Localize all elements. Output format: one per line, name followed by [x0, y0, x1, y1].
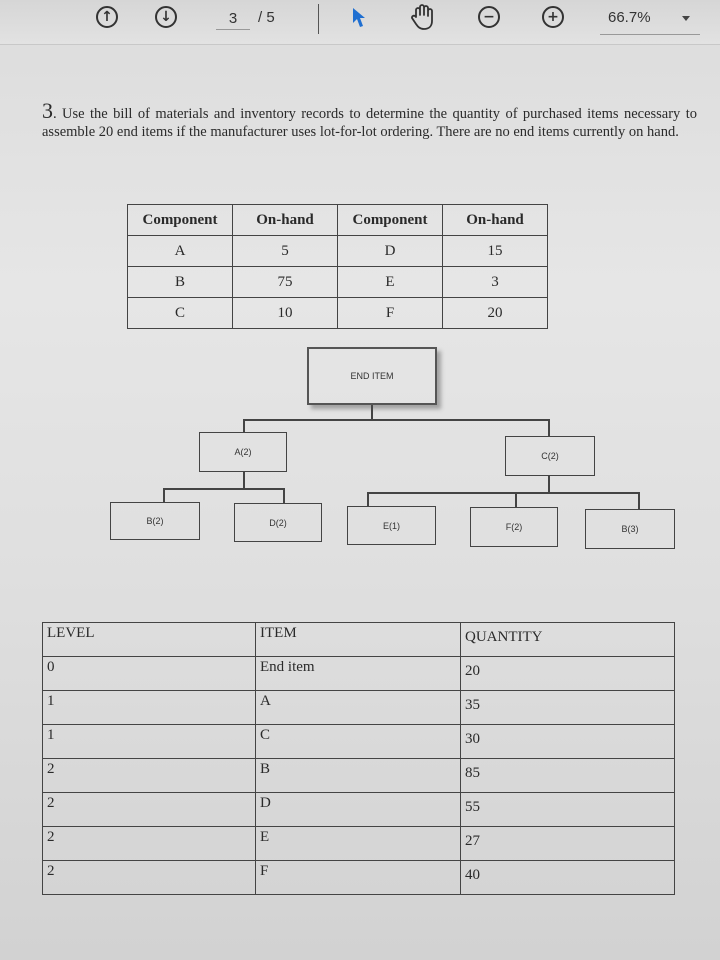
connector-line [367, 492, 639, 494]
column-header: Component [338, 205, 443, 236]
column-header: QUANTITY [461, 623, 675, 657]
node-label: C(2) [541, 451, 559, 461]
table-cell: D [338, 236, 443, 267]
connector-line [548, 475, 550, 493]
table-row [43, 861, 675, 895]
connector-line [638, 492, 640, 509]
table-cell: 75 [233, 267, 338, 298]
table-cell: 20 [443, 298, 548, 329]
table-cell: 27 [461, 827, 675, 861]
table-cell: B [128, 267, 233, 298]
column-header: On-hand [233, 205, 338, 236]
table-cell: 0 [43, 657, 256, 691]
node-label: B(2) [146, 516, 164, 526]
question-body: . Use the bill of materials and inventory records to determine the quantity of purchased items necessary to assemble 20 end items if the manufacturer uses lot-for-lot ordering. There are no end items currently on hand. [42, 106, 697, 140]
table-cell: E [338, 267, 443, 298]
table-cell: End item [256, 657, 461, 691]
table-cell: 2 [43, 759, 256, 793]
table-cell: 3 [443, 267, 548, 298]
arrow-up-icon: ↑ [101, 9, 113, 25]
table-cell: C [256, 725, 461, 759]
node-label: A(2) [234, 447, 252, 457]
table-row [43, 827, 675, 861]
node-label: D(2) [269, 517, 287, 528]
bom-node-end-item [307, 347, 437, 405]
column-header: ITEM [256, 623, 461, 657]
connector-line [163, 488, 284, 490]
table-row [43, 759, 675, 793]
table-cell: B [256, 759, 461, 793]
bom-node-d [234, 503, 322, 542]
table-cell: 10 [233, 298, 338, 329]
table-cell: 30 [461, 725, 675, 759]
table-row [43, 657, 675, 691]
node-label: B(3) [621, 524, 639, 534]
table-cell: 2 [43, 793, 256, 827]
bom-node-b-under-a [110, 502, 200, 540]
connector-line [515, 492, 517, 507]
bom-node-f [470, 507, 558, 547]
table-cell: 20 [461, 657, 675, 691]
table-header-row [43, 623, 675, 657]
table-cell: F [256, 861, 461, 895]
table-cell: D [256, 793, 461, 827]
table-cell: C [128, 298, 233, 329]
connector-line [367, 492, 369, 506]
node-label: E(1) [382, 520, 400, 531]
arrow-down-icon: ↓ [160, 9, 172, 25]
bom-node-a [199, 432, 287, 472]
total-pages-label: / 5 [258, 9, 275, 26]
bom-node-e [347, 506, 436, 545]
table-cell: 35 [461, 691, 675, 725]
table-cell: E [256, 827, 461, 861]
table-row [43, 725, 675, 759]
table-cell: 55 [461, 793, 675, 827]
connector-line [371, 404, 373, 420]
zoom-level-value: 66.7% [608, 9, 651, 26]
table-row [43, 691, 675, 725]
table-cell: F [338, 298, 443, 329]
plus-icon: + [547, 9, 559, 25]
question-number: 3 [42, 98, 53, 123]
connector-line [283, 488, 285, 503]
connector-line [548, 419, 550, 436]
column-header: Component [128, 205, 233, 236]
node-label: F(2) [505, 522, 523, 532]
table-cell: A [128, 236, 233, 267]
table-cell: 85 [461, 759, 675, 793]
table-cell: 40 [461, 861, 675, 895]
table-cell: 5 [233, 236, 338, 267]
connector-line [163, 488, 165, 502]
table-cell: 1 [43, 725, 256, 759]
bom-node-c [505, 436, 595, 476]
table-cell: 15 [443, 236, 548, 267]
node-label: END ITEM [350, 371, 394, 381]
table-cell: 1 [43, 691, 256, 725]
connector-line [243, 471, 245, 489]
column-header: LEVEL [43, 623, 256, 657]
table-row [43, 793, 675, 827]
connector-line [243, 419, 245, 433]
bom-node-b-under-c [585, 509, 675, 549]
table-cell: A [256, 691, 461, 725]
level-quantity-table [42, 622, 675, 895]
table-cell: 2 [43, 827, 256, 861]
table-cell: 2 [43, 861, 256, 895]
connector-line [243, 419, 549, 421]
column-header: On-hand [443, 205, 548, 236]
minus-icon: − [483, 9, 495, 25]
